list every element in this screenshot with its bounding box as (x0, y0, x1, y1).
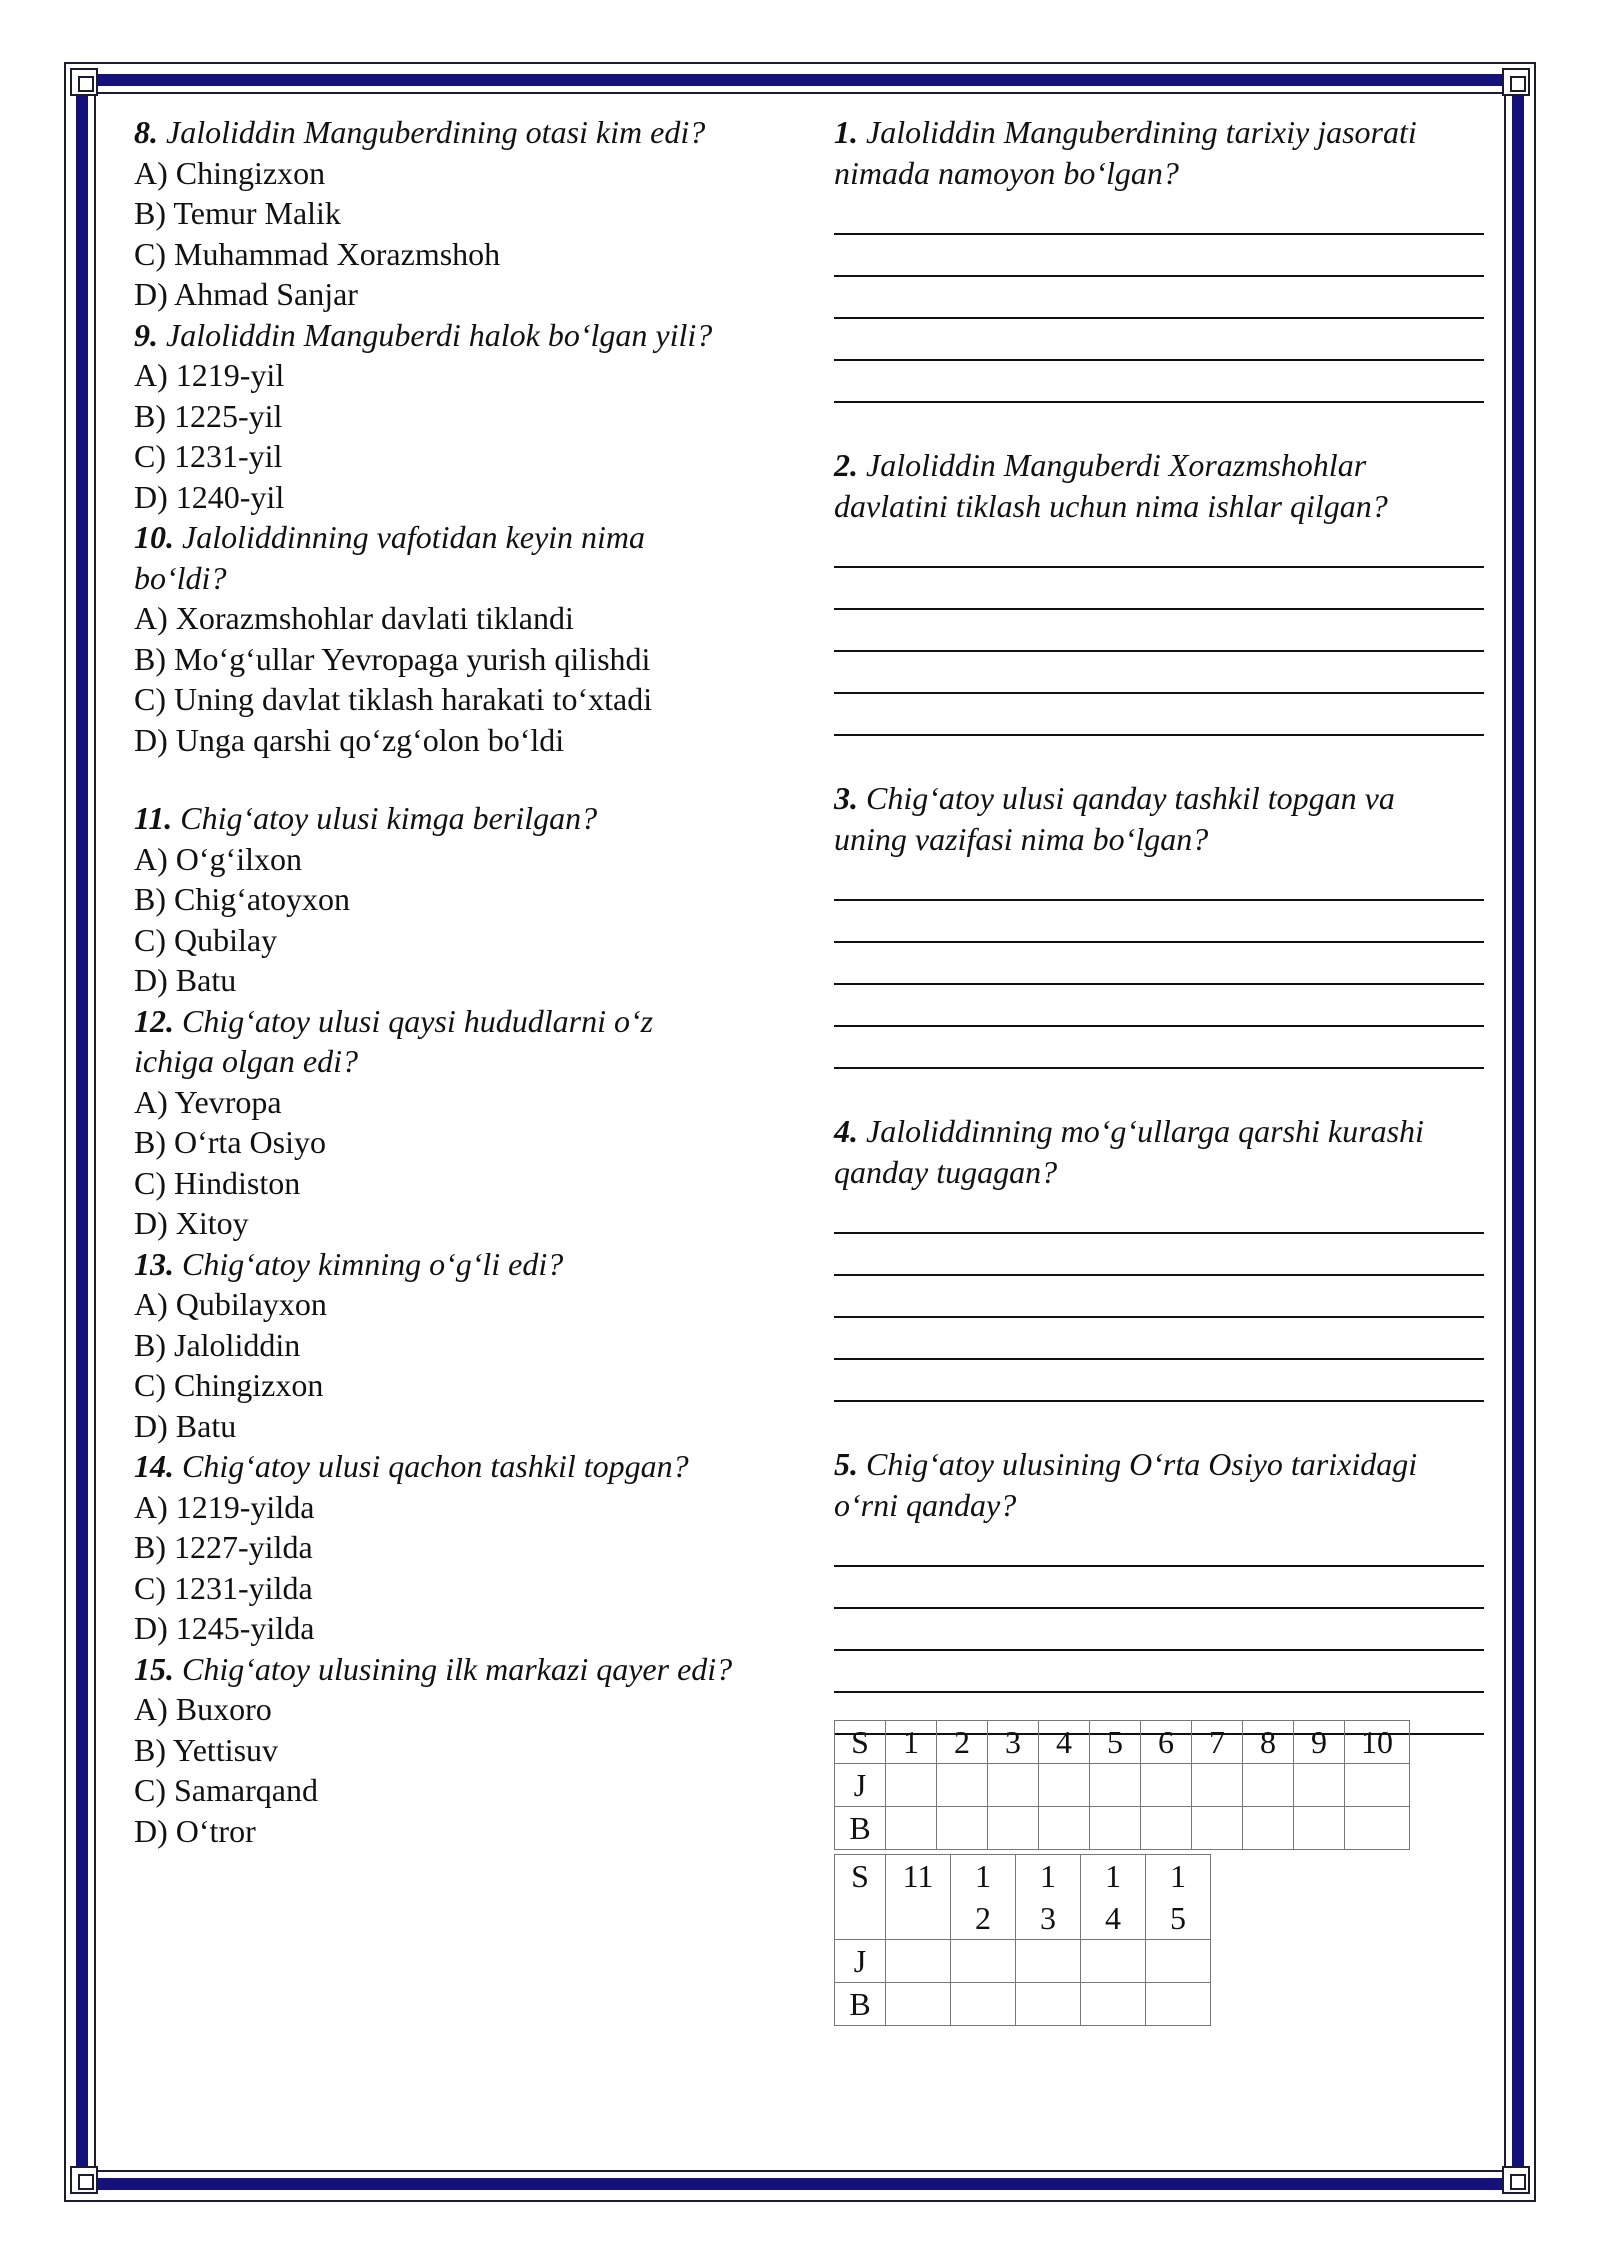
grid-header-cell: 9 (1294, 1721, 1345, 1764)
question-block (134, 1244, 814, 1447)
answer-option[interactable]: D) 1240-yil (134, 478, 285, 515)
question-number: 1. (834, 114, 858, 150)
answer-line[interactable] (834, 1192, 1484, 1234)
question-prompt-line: Jaloliddin Manguberdining tarixiy jasorati (866, 114, 1417, 150)
answer-option[interactable]: B) O‘rta Osiyo (134, 1124, 326, 1160)
grid-header-digit: 1 (1040, 1858, 1056, 1894)
open-question-block (834, 112, 1486, 403)
question-number: 5. (834, 1446, 858, 1482)
question-text (134, 798, 814, 839)
answer-option[interactable]: A) O‘g‘ilxon (134, 840, 302, 877)
open-question-block (834, 1111, 1486, 1402)
grid-answer-cell[interactable] (1243, 1807, 1294, 1850)
question-prompt: Chig‘atoy ulusi qachon tashkil topgan? (182, 1448, 689, 1484)
answer-option[interactable]: C) 1231-yil (134, 438, 283, 474)
grid-header-digit: 4 (1105, 1900, 1121, 1936)
answer-grid-2 (834, 1854, 1211, 2026)
corner-ornament-bottom-left (70, 2166, 98, 2194)
grid-header-digit: 5 (1170, 1900, 1186, 1936)
answer-line[interactable] (834, 526, 1484, 568)
answer-line[interactable] (834, 943, 1484, 985)
question-number: 8. (134, 114, 158, 150)
grid-answer-cell[interactable] (988, 1807, 1039, 1850)
answer-option[interactable]: A) Buxoro (134, 1691, 272, 1727)
answer-option[interactable]: C) Qubilay (134, 921, 278, 958)
grid-header-digit: 1 (1170, 1858, 1186, 1894)
answer-option[interactable]: C) 1231-yilda (134, 1569, 313, 1606)
question-prompt-line: davlatini tiklash uchun nima ishlar qilgan? (834, 487, 1388, 524)
question-prompt: Jaloliddin Manguberdi halok bo‘lgan yili? (166, 316, 713, 353)
answer-option[interactable]: C) Uning davlat tiklash harakati to‘xtadi (134, 681, 653, 717)
grid-answer-cell[interactable] (1294, 1764, 1345, 1807)
open-question-block (834, 445, 1486, 736)
grid-row-label: J (835, 1764, 886, 1807)
answer-option[interactable]: A) 1219-yilda (134, 1488, 315, 1525)
grid-answer-cell[interactable] (1090, 1807, 1141, 1850)
question-prompt-line: qanday tugagan? (834, 1153, 1058, 1190)
grid-header-cell: 10 (1345, 1721, 1410, 1764)
answer-line[interactable] (834, 1360, 1484, 1402)
answer-grid-header-row (835, 1855, 1211, 1940)
open-question-text (834, 778, 1486, 859)
grid-row-label: B (835, 1807, 886, 1850)
grid-header-cell-split (1146, 1855, 1211, 1940)
grid-answer-cell[interactable] (1090, 1764, 1141, 1807)
grid-header-digit: 3 (1040, 1900, 1056, 1936)
grid-answer-cell[interactable] (937, 1764, 988, 1807)
answer-line[interactable] (834, 1609, 1484, 1651)
answer-line[interactable] (834, 361, 1484, 403)
answer-option[interactable]: B) 1225-yil (134, 397, 283, 434)
answer-line[interactable] (834, 1525, 1484, 1567)
answer-option[interactable]: D) Ahmad Sanjar (134, 276, 358, 312)
answer-option[interactable]: B) Jaloliddin (134, 1326, 301, 1363)
open-question-text (834, 445, 1486, 526)
grid-answer-cell[interactable] (951, 1940, 1016, 1983)
question-number: 9. (134, 316, 158, 353)
multiple-choice-column (134, 112, 814, 1851)
question-number: 15. (134, 1650, 174, 1687)
grid-answer-cell[interactable] (1146, 1983, 1211, 2026)
grid-header-digit: 1 (975, 1858, 991, 1894)
grid-answer-cell[interactable] (1016, 1940, 1081, 1983)
answer-option[interactable]: C) Hindiston (134, 1164, 301, 1201)
answer-line[interactable] (834, 319, 1484, 361)
answer-option[interactable]: D) O‘tror (134, 1812, 256, 1849)
answer-option[interactable]: B) Mo‘g‘ullar Yevropaga yurish qilishdi (134, 640, 651, 677)
grid-header-cell: 7 (1192, 1721, 1243, 1764)
grid-header-digit: 1 (1105, 1858, 1121, 1894)
grid-answer-cell[interactable] (886, 1807, 937, 1850)
answer-option[interactable]: C) Samarqand (134, 1772, 318, 1808)
question-block (134, 315, 814, 518)
question-number: 10. (134, 519, 174, 555)
grid-header-cell: 1 (886, 1721, 937, 1764)
question-number: 2. (834, 447, 858, 483)
answer-option[interactable]: D) Unga qarshi qo‘zg‘olon bo‘ldi (134, 721, 565, 758)
answer-line[interactable] (834, 1027, 1484, 1069)
grid-answer-cell[interactable] (1081, 1983, 1146, 2026)
answer-line[interactable] (834, 1276, 1484, 1318)
corner-ornament-top-left (70, 68, 98, 96)
answer-line[interactable] (834, 901, 1484, 943)
question-prompt: Chig‘atoy ulusi qaysi hududlarni o‘z ichiga olgan edi? (134, 1002, 654, 1079)
corner-ornament-bottom-right (1502, 2166, 1530, 2194)
grid-header-cell-split (1016, 1855, 1081, 1940)
open-questions-column (834, 112, 1486, 1777)
question-text (134, 315, 814, 356)
open-question-text (834, 112, 1486, 193)
grid-answer-cell[interactable] (1141, 1764, 1192, 1807)
answer-option[interactable]: D) Xitoy (134, 1205, 249, 1241)
grid-answer-cell[interactable] (1192, 1807, 1243, 1850)
question-block (134, 517, 814, 760)
question-number: 12. (134, 1002, 174, 1039)
question-number: 3. (834, 780, 858, 816)
grid-answer-cell[interactable] (1192, 1764, 1243, 1807)
grid-answer-cell[interactable] (1243, 1764, 1294, 1807)
question-prompt-line: Chig‘atoy ulusining O‘rta Osiyo tarixidagi (866, 1446, 1418, 1482)
question-prompt-line: Jaloliddin Manguberdi Xorazmshohlar (866, 447, 1367, 483)
grid-header-cell: 4 (1039, 1721, 1090, 1764)
open-question-text (834, 1111, 1486, 1192)
grid-row-label: B (835, 1983, 886, 2026)
question-prompt: Chig‘atoy ulusi kimga berilgan? (180, 800, 598, 836)
grid-answer-cell[interactable] (1345, 1807, 1410, 1850)
question-number: 14. (134, 1448, 174, 1484)
grid-header-cell: 6 (1141, 1721, 1192, 1764)
grid-answer-cell[interactable] (1039, 1807, 1090, 1850)
grid-answer-cell[interactable] (886, 1940, 951, 1983)
answer-option[interactable]: D) Batu (134, 1407, 237, 1444)
grid-header-cell: 8 (1243, 1721, 1294, 1764)
answer-option[interactable]: A) Xorazmshohlar davlati tiklandi (134, 600, 574, 636)
question-text (134, 112, 814, 153)
answer-grid-1 (834, 1720, 1410, 1850)
grid-answer-cell[interactable] (1016, 1983, 1081, 2026)
question-text (134, 1446, 814, 1487)
question-block (134, 112, 814, 315)
answer-line[interactable] (834, 1651, 1484, 1693)
answer-option[interactable]: C) Chingizxon (134, 1367, 324, 1403)
question-prompt-line: o‘rni qanday? (834, 1486, 1017, 1523)
grid-header-cell: S (835, 1855, 886, 1940)
answer-line[interactable] (834, 610, 1484, 652)
open-question-block (834, 1444, 1486, 1735)
question-block (134, 1649, 814, 1852)
grid-header-cell-split (1081, 1855, 1146, 1940)
grid-header-cell: 2 (937, 1721, 988, 1764)
answer-option[interactable]: B) 1227-yilda (134, 1529, 313, 1565)
grid-answer-cell[interactable] (886, 1764, 937, 1807)
spacer (134, 760, 814, 798)
question-prompt-line: Jaloliddinning mo‘g‘ullarga qarshi kurashi (866, 1113, 1424, 1149)
grid-answer-cell[interactable] (886, 1983, 951, 2026)
question-prompt: Jaloliddinning vafotidan keyin nima bo‘ldi? (134, 519, 646, 596)
question-prompt-line: Chig‘atoy ulusi qanday tashkil topgan va (866, 780, 1395, 816)
answer-grid-row (835, 1764, 1410, 1807)
question-prompt: Chig‘atoy ulusining ilk markazi qayer edi? (182, 1650, 733, 1687)
answer-line[interactable] (834, 568, 1484, 610)
answer-option[interactable]: B) Chig‘atoyxon (134, 881, 350, 917)
answer-grid-row (835, 1940, 1211, 1983)
answer-grid-row (835, 1807, 1410, 1850)
answer-line[interactable] (834, 235, 1484, 277)
question-number: 13. (134, 1245, 174, 1282)
grid-header-cell: 5 (1090, 1721, 1141, 1764)
answer-line[interactable] (834, 694, 1484, 736)
answer-option[interactable]: D) 1245-yilda (134, 1610, 315, 1646)
question-prompt-line: nimada namoyon bo‘lgan? (834, 154, 1179, 191)
open-question-text (834, 1444, 1486, 1525)
answer-option[interactable]: A) 1219-yil (134, 357, 285, 393)
answer-line[interactable] (834, 652, 1484, 694)
answer-line[interactable] (834, 193, 1484, 235)
question-prompt: Jaloliddin Manguberdining otasi kim edi? (166, 114, 706, 150)
answer-line[interactable] (834, 985, 1484, 1027)
grid-header-cell: S (835, 1721, 886, 1764)
question-text (134, 517, 734, 598)
question-text (134, 1001, 734, 1082)
grid-answer-cell[interactable] (1039, 1764, 1090, 1807)
answer-line[interactable] (834, 1567, 1484, 1609)
grid-header-cell-split (951, 1855, 1016, 1940)
answer-line[interactable] (834, 859, 1484, 901)
grid-answer-cell[interactable] (1345, 1764, 1410, 1807)
grid-answer-cell[interactable] (937, 1807, 988, 1850)
answer-line[interactable] (834, 1318, 1484, 1360)
grid-answer-cell[interactable] (988, 1764, 1039, 1807)
answer-option[interactable]: A) Qubilayxon (134, 1286, 327, 1322)
answer-grid-row (835, 1983, 1211, 2026)
question-number: 11. (134, 800, 173, 836)
grid-answer-cell[interactable] (1294, 1807, 1345, 1850)
grid-answer-cell[interactable] (1146, 1940, 1211, 1983)
grid-answer-cell[interactable] (951, 1983, 1016, 2026)
answer-option[interactable]: A) Chingizxon (134, 154, 326, 191)
question-text (134, 1649, 814, 1690)
answer-option[interactable]: B) Temur Malik (134, 195, 341, 231)
question-prompt: Chig‘atoy kimning o‘g‘li edi? (182, 1245, 564, 1282)
question-block (134, 1001, 814, 1244)
answer-option[interactable]: D) Batu (134, 962, 237, 998)
grid-answer-cell[interactable] (1141, 1807, 1192, 1850)
question-number: 4. (834, 1113, 858, 1149)
grid-header-cell: 11 (886, 1855, 951, 1940)
corner-ornament-top-right (1502, 68, 1530, 96)
answer-line[interactable] (834, 1234, 1484, 1276)
answer-option[interactable]: A) Yevropa (134, 1083, 282, 1120)
grid-header-cell: 3 (988, 1721, 1039, 1764)
open-question-block (834, 778, 1486, 1069)
answer-option[interactable]: B) Yettisuv (134, 1731, 279, 1768)
question-prompt-line: uning vazifasi nima bo‘lgan? (834, 820, 1209, 857)
grid-header-digit: 2 (975, 1900, 991, 1936)
answer-option[interactable]: C) Muhammad Xorazmshoh (134, 235, 501, 272)
answer-grid-header-row (835, 1721, 1410, 1764)
question-block (134, 798, 814, 1001)
grid-row-label: J (835, 1940, 886, 1983)
answer-line[interactable] (834, 277, 1484, 319)
question-block (134, 1446, 814, 1649)
grid-answer-cell[interactable] (1081, 1940, 1146, 1983)
question-text (134, 1244, 814, 1285)
